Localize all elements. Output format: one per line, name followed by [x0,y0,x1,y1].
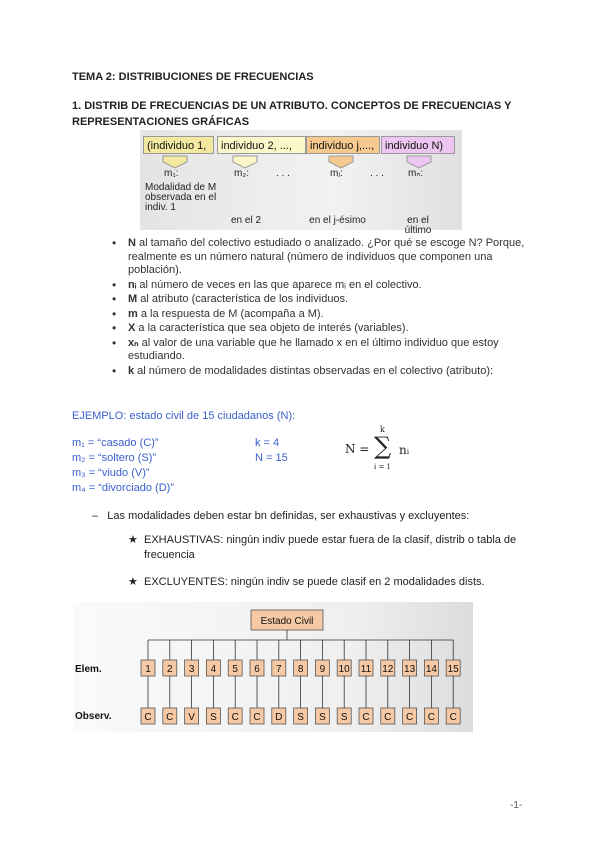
element-label: 9 [319,664,326,675]
arrow-down-icon [162,155,188,169]
individual-box-n: individuo N) [381,136,455,154]
n-value: N = 15 [255,452,288,464]
element-label: 8 [297,664,304,675]
civil-status-tree [73,602,473,732]
formula-lower: i = 1 [374,463,392,471]
list-item: • k al número de modalidades distintas observadas en el colectivo (atributo): [110,365,530,379]
example-title: EJEMPLO: estado civil de 15 ciudadanos (N): [72,410,296,422]
observation-label: S [210,712,217,723]
modality-4: m₄ = “divorciado (D)” [72,482,174,494]
element-label: 2 [167,664,173,675]
modality-3: m₃ = “viudo (V)” [72,467,150,479]
section-title: TEMA 2: DISTRIBUCIONES DE FRECUENCIAS [72,71,314,83]
sum-formula [345,425,435,475]
observation-label: C [384,712,392,723]
col-label-2: en el 2 [230,215,262,226]
observation-label: C [362,712,370,723]
element-label: 14 [425,664,437,675]
individual-box-2: individuo 2, ..., [217,136,306,154]
list-item: • m a la respuesta de M (acompaña a M). [110,308,530,322]
m-label-2: m₂: [234,168,249,179]
element-label: 1 [145,664,151,675]
observation-label: C [449,712,457,723]
modality-2: m₂ = “soltero (S)” [72,452,157,464]
sigma-symbol: ∑ [374,432,392,460]
elem-row-label: Elem. [75,664,102,675]
modality-1: m₁ = “casado (C)” [72,437,159,449]
observation-label: C [405,712,414,723]
m-label-j: mⱼ: [330,168,343,179]
arrow-down-icon [232,155,258,169]
observation-label: D [275,712,283,723]
m-label-1: m₁: [164,168,179,179]
k-value: k = 4 [255,437,280,449]
individuals-diagram [140,130,462,236]
m-label-n: mₙ: [408,168,424,179]
observ-row-label: Observ. [75,711,112,722]
col-label-j: en el j-ésimo [309,215,366,226]
modality-description: Modalidad de M observada en el indiv. 1 [145,182,217,213]
star-icon: ★ [128,534,138,546]
formula-upper: k [380,425,385,434]
observation-label: C [144,712,152,723]
element-label: 7 [276,664,282,675]
observation-label: C [427,712,436,723]
list-item: • nᵢ al número de veces en las que aparece mᵢ en el colectivo. [110,279,530,293]
star-icon: ★ [128,576,138,588]
list-item: • N al tamaño del colectivo estudiado o analizado. ¿Por qué se escoge N? Porque, realmente es un número natural (número de individuos que componen una población). [110,237,530,278]
element-label: 4 [210,664,217,675]
element-label: 12 [382,664,394,675]
element-label: 13 [404,664,416,675]
formula-lhs: N = [345,442,370,456]
m-dots: . . . [276,168,290,179]
list-item: • xₙ al valor de una variable que he llamado x en el último individuo que estoy estudiando. [110,337,530,364]
element-label: 11 [360,664,372,675]
observation-label: V [188,712,195,723]
element-label: 10 [338,664,350,675]
element-label: 6 [254,664,260,675]
observation-label: C [166,712,174,723]
element-label: 3 [188,664,195,675]
element-label: 5 [232,664,238,675]
col-label-n: en el último [404,215,432,236]
element-label: 15 [447,664,459,675]
arrow-down-icon [406,155,432,169]
list-item: • X a la característica que sea objeto de interés (variables). [110,322,530,336]
page-number: -1- [510,800,523,811]
observation-label: S [319,712,326,723]
modalities-note: – Las modalidades deben estar bn definidas, ser exhaustivas y excluyentes: [92,510,470,522]
exhaustive-item: ★ EXHAUSTIVAS: ningún indiv puede estar fuera de la clasif, distrib o tabla de frecuencia [128,534,517,561]
definitions-list [110,237,530,379]
exclusive-item: ★ EXCLUYENTES: ningún indiv se puede clasif en 2 modalidades dists. [128,576,485,588]
subsection-title: 1. DISTRIB DE FRECUENCIAS DE UN ATRIBUTO. CONCEPTOS DE FRECUENCIAS Y REPRESENTACIONES GRÁFICAS [72,100,512,128]
observation-label: C [231,712,239,723]
list-item: • M al atributo (característica de los individuos. [110,293,530,307]
arrow-down-icon [328,155,354,169]
observation-label: C [253,712,261,723]
individual-box-1: (individuo 1, [143,136,214,154]
observation-label: S [340,712,348,723]
root-label: Estado Civil [260,616,314,627]
individual-box-j: individuo j,..., [306,136,380,154]
m-dots: . . . [370,168,384,179]
observation-label: S [297,712,304,723]
formula-term: nᵢ [399,443,410,457]
